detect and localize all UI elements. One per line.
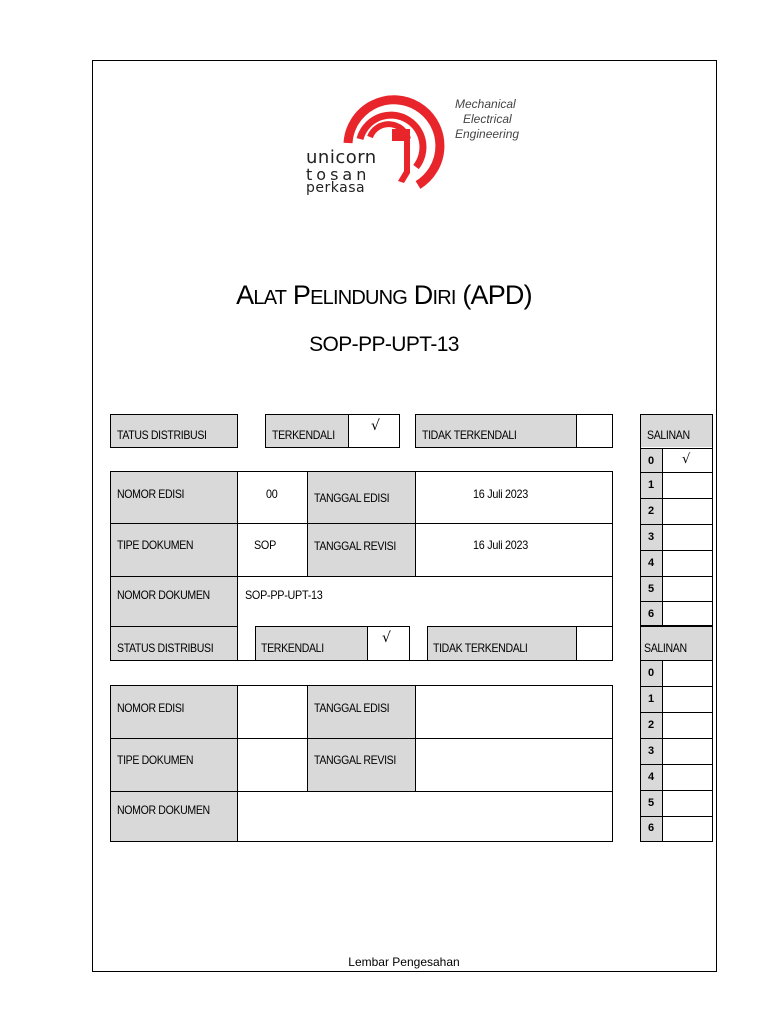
salinan-2-row-4: 4 (648, 771, 655, 783)
salinan-2-row-3: 3 (648, 745, 655, 757)
salinan-2-hline-3 (640, 738, 713, 739)
tidak-terkendali-2-label: TIDAK TERKENDALI (433, 641, 528, 655)
salinan-1-hline-1 (640, 472, 713, 473)
company-name-line1: unicorn (306, 147, 377, 168)
salinan-1-hline-4 (640, 550, 713, 551)
form2-vline-1 (237, 685, 238, 842)
form1-mid-label-col (308, 472, 415, 576)
salinan-1-hline-3 (640, 524, 713, 525)
footer-label: Lembar Pengesahan (348, 955, 460, 969)
salinan-2-hline-1 (640, 686, 713, 687)
document-subtitle: SOP-PP-UPT-13 (309, 333, 459, 356)
tidak-terkendali-checkbox[interactable] (576, 414, 613, 448)
salinan-1-vline (662, 448, 663, 626)
salinan-1-row-6: 6 (648, 608, 655, 620)
tanggal-revisi-label: TANGGAL REVISI (314, 539, 396, 553)
tanggal-revisi-2-label: TANGGAL REVISI (314, 753, 396, 767)
salinan-1-check-mark: √ (682, 452, 691, 467)
form2-hline-1 (110, 738, 613, 739)
nomor-dokumen-label: NOMOR DOKUMEN (117, 588, 210, 602)
status-distribusi-2-label: STATUS DISTRIBUSI (117, 641, 214, 655)
salinan-2-row-0: 0 (648, 667, 655, 679)
tipe-dokumen-2-label: TIPE DOKUMEN (117, 753, 194, 767)
terkendali-label: TERKENDALI (272, 428, 335, 442)
salinan-2-hline-4 (640, 764, 713, 765)
tipe-dokumen-label: TIPE DOKUMEN (117, 538, 194, 552)
tanggal-revisi-value: 16 Juli 2023 (473, 538, 529, 552)
salinan-2-hline-2 (640, 712, 713, 713)
form2-hline-2 (110, 791, 613, 792)
nomor-edisi-label: NOMOR EDISI (117, 487, 185, 501)
tagline-line1: Mechanical (455, 97, 516, 111)
salinan-1-row-5: 5 (648, 583, 655, 595)
salinan-2-row-1: 1 (648, 693, 655, 705)
tagline-line3: Engineering (455, 127, 520, 141)
tagline-line2: Electrical (463, 112, 512, 126)
form1-hline-1 (110, 523, 613, 524)
salinan-2-hline-6 (640, 816, 713, 817)
nomor-edisi-2-label: NOMOR EDISI (117, 701, 185, 715)
salinan-1-hline-6 (640, 601, 713, 602)
terkendali-2-label: TERKENDALI (261, 641, 324, 655)
salinan-2-hline-5 (640, 790, 713, 791)
salinan-2-vline (662, 660, 663, 842)
salinan-1-header: SALINAN (647, 428, 690, 442)
tanggal-edisi-label: TANGGAL EDISI (314, 491, 390, 505)
salinan-1-row-3: 3 (648, 531, 655, 543)
salinan-1-row-4: 4 (648, 557, 655, 569)
tipe-dokumen-value: SOP (254, 538, 277, 552)
nomor-edisi-value: 00 (266, 487, 278, 501)
salinan-1-hline-0 (640, 448, 713, 449)
salinan-2-header: SALINAN (644, 641, 687, 655)
salinan-1-row-0: 0 (648, 455, 655, 467)
nomor-dokumen-value: SOP-PP-UPT-13 (245, 588, 323, 602)
tanggal-edisi-value: 16 Juli 2023 (473, 487, 529, 501)
company-logo (300, 95, 530, 205)
terkendali-2-check-mark: √ (382, 630, 391, 646)
salinan-1-row-2: 2 (648, 505, 655, 517)
tidak-terkendali-label: TIDAK TERKENDALI (422, 428, 517, 442)
salinan-2-row-2: 2 (648, 719, 655, 731)
salinan-2-row-6: 6 (648, 822, 655, 834)
status-distribusi-label: TATUS DISTRIBUSI (117, 428, 207, 442)
nomor-dokumen-2-label: NOMOR DOKUMEN (117, 803, 210, 817)
company-name-line3: perkasa (306, 180, 366, 196)
form1-hline-2 (110, 576, 613, 577)
document-title: ALAT PELINDUNG DIRI (APD) (236, 280, 532, 310)
form1-vline-4 (237, 576, 238, 626)
company-name-line2: tosan (306, 165, 371, 184)
salinan-2-row-5: 5 (648, 797, 655, 809)
tanggal-edisi-2-label: TANGGAL EDISI (314, 701, 390, 715)
salinan-1-hline-2 (640, 498, 713, 499)
tidak-terkendali-2-checkbox[interactable] (576, 626, 613, 661)
salinan-1-hline-5 (640, 576, 713, 577)
salinan-1-row-1: 1 (648, 479, 655, 491)
salinan-2-hline-0 (640, 660, 713, 661)
terkendali-check-mark: √ (371, 418, 380, 434)
